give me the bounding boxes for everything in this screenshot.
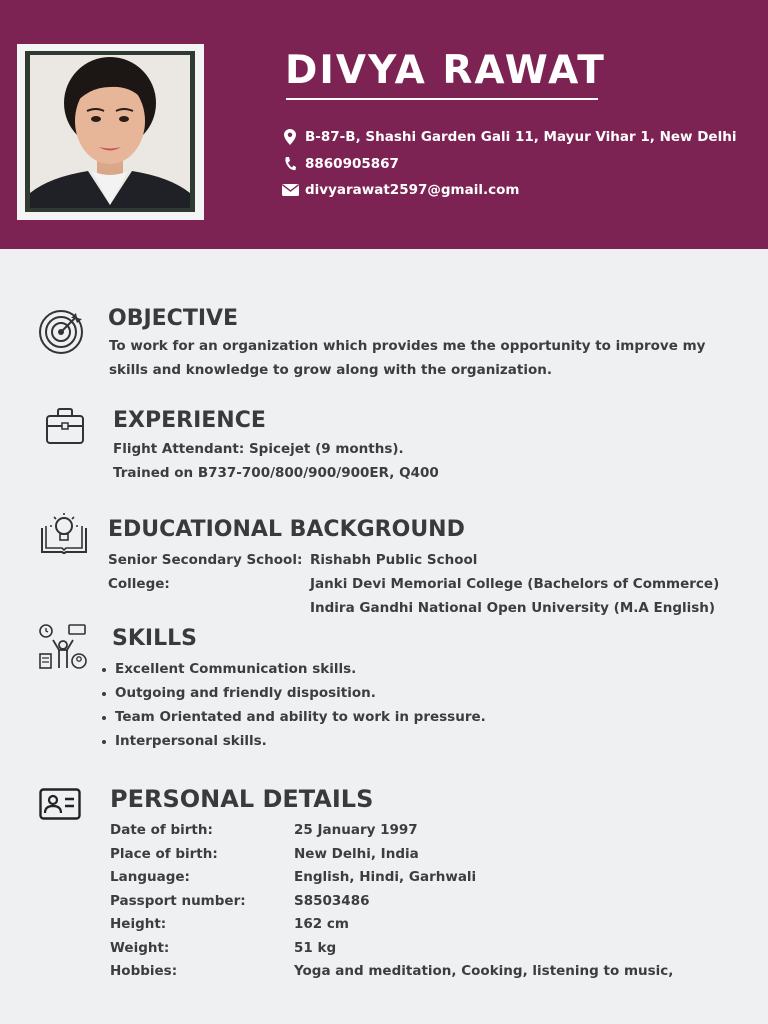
contact-email — [281, 182, 519, 198]
bullet — [102, 692, 106, 696]
personal-label-height: Height: — [110, 916, 167, 932]
objective-line-1: To work for an organization which provides me the opportunity to improve my — [109, 338, 706, 354]
skill-item-1: Excellent Communication skills. — [115, 661, 357, 677]
personal-label-weight: Weight: — [110, 940, 170, 956]
objective-title: OBJECTIVE — [108, 306, 239, 331]
id-card-icon — [39, 788, 81, 824]
phone-icon — [281, 156, 299, 172]
skill-item-2: Outgoing and friendly disposition. — [115, 685, 376, 701]
skill-item-3: Team Orientated and ability to work in pressure. — [115, 709, 486, 725]
phone-text: 8860905867 — [305, 156, 399, 172]
bullet — [102, 740, 106, 744]
education-label-2: College: — [108, 576, 170, 592]
personal-label-dob: Date of birth: — [110, 822, 213, 838]
personal-value-height: 162 cm — [294, 916, 349, 932]
experience-line-2: Trained on B737-700/800/900/900ER, Q400 — [113, 465, 439, 481]
personal-value-dob: 25 January 1997 — [294, 822, 418, 838]
contact-address — [281, 129, 736, 145]
personal-value-passport: S8503486 — [294, 893, 370, 909]
experience-line-1: Flight Attendant: Spicejet (9 months). — [113, 441, 404, 457]
education-title: EDUCATIONAL BACKGROUND — [108, 517, 465, 542]
resume-header — [0, 0, 768, 249]
personal-label-hobbies: Hobbies: — [110, 963, 178, 979]
personal-label-language: Language: — [110, 869, 190, 885]
portrait-illustration — [30, 55, 190, 208]
personal-value-hobbies: Yoga and meditation, Cooking, listening to music, — [294, 963, 674, 979]
name-divider — [286, 98, 598, 100]
profile-photo — [25, 51, 195, 212]
candidate-name: DIVYA RAWAT — [285, 48, 606, 93]
target-icon — [38, 309, 84, 359]
education-value-3: Indira Gandhi National Open University (M.A English) — [310, 600, 716, 616]
skills-icon — [39, 624, 87, 674]
briefcase-icon — [45, 406, 85, 450]
lightbulb-book-icon — [40, 512, 88, 560]
personal-label-passport: Passport number: — [110, 893, 246, 909]
bullet — [102, 668, 106, 672]
personal-value-weight: 51 kg — [294, 940, 337, 956]
profile-photo-frame — [17, 44, 204, 220]
bullet — [102, 716, 106, 720]
email-icon — [281, 182, 299, 198]
personal-value-language: English, Hindi, Garhwali — [294, 869, 477, 885]
education-value-2: Janki Devi Memorial College (Bachelors of Commerce) — [310, 576, 720, 592]
education-label-1: Senior Secondary School: — [108, 552, 303, 568]
personal-label-pob: Place of birth: — [110, 846, 218, 862]
personal-details-title: PERSONAL DETAILS — [110, 785, 374, 813]
email-text: divyarawat2597@gmail.com — [305, 182, 520, 198]
skill-item-4: Interpersonal skills. — [115, 733, 267, 749]
objective-line-2: skills and knowledge to grow along with the organization. — [109, 362, 552, 378]
skills-title: SKILLS — [112, 626, 197, 651]
education-value-1: Rishabh Public School — [310, 552, 478, 568]
location-pin-icon — [281, 129, 299, 145]
address-text: B-87-B, Shashi Garden Gali 11, Mayur Vihar 1, New Delhi — [305, 129, 737, 145]
experience-title: EXPERIENCE — [113, 408, 266, 433]
personal-value-pob: New Delhi, India — [294, 846, 419, 862]
contact-phone — [281, 156, 399, 172]
